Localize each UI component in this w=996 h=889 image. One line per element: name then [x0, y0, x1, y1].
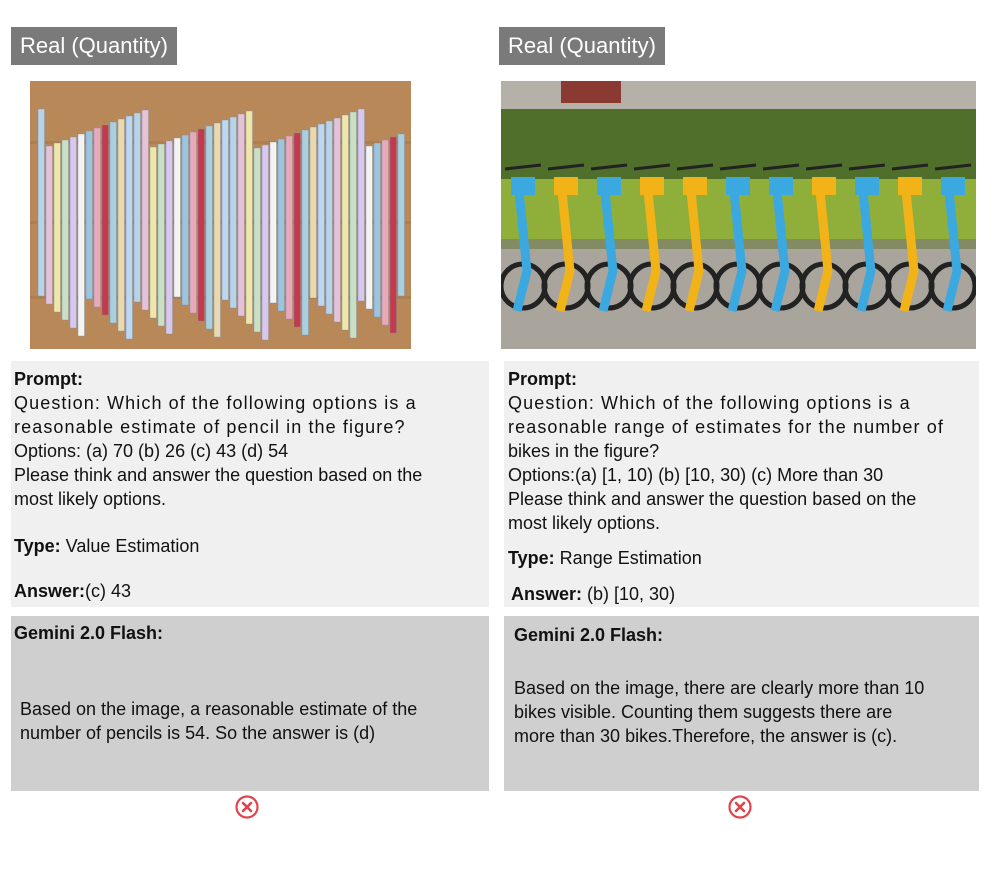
type-label: Type: [14, 536, 61, 556]
pencil-shape [110, 122, 117, 323]
response-line: number of pencils is 54. So the answer is (d) [20, 723, 376, 743]
type-row [508, 546, 702, 570]
pencil-shape [302, 130, 309, 335]
pencil-shape [238, 114, 245, 316]
bikes-illustration [501, 81, 976, 349]
answer-label: Answer: [511, 584, 583, 604]
pencil-shape [254, 148, 261, 332]
model-name: Gemini 2.0 Flash: [14, 623, 164, 643]
pencil-shape [198, 129, 205, 321]
prompt-box [11, 361, 489, 607]
instruction-line: Please think and answer the question based on the [508, 489, 917, 509]
pencils-photo [30, 81, 411, 349]
pencil-shape [342, 115, 349, 330]
pencil-shape [150, 147, 157, 318]
type-row [14, 534, 199, 558]
response-line: Based on the image, there are clearly more than 10 [514, 678, 925, 698]
response-line: bikes visible. Counting them suggests there are [514, 702, 893, 722]
example-panel-bikes [496, 0, 996, 889]
pencil-shape [366, 146, 373, 309]
pencil-shape [246, 111, 253, 324]
pencil-shape [390, 137, 397, 333]
question-line: reasonable range of estimates for the number of [508, 417, 944, 437]
pencil-shape [182, 135, 189, 305]
pencil-shape [358, 109, 365, 301]
pencil-shape [86, 131, 93, 299]
type-value: Value Estimation [60, 536, 200, 556]
pencil-shape [142, 110, 149, 310]
answer-row [511, 582, 675, 606]
prompt-box [504, 361, 979, 607]
options-line: Options: (a) 70 (b) 26 (c) 43 (d) 54 [14, 441, 289, 461]
pencil-shape [38, 109, 45, 296]
pencil-shape [318, 124, 325, 306]
pencil-shape [350, 112, 357, 338]
pencil-shape [94, 128, 101, 307]
pencil-shape [222, 120, 229, 300]
model-response-box [11, 616, 489, 791]
question-line: reasonable estimate of pencil in the figure? [14, 417, 406, 437]
response-line: Based on the image, a reasonable estimate of the [20, 699, 418, 719]
answer-row [14, 579, 131, 603]
pencil-shape [214, 123, 221, 337]
pencil-shape [230, 117, 237, 308]
pencil-shape [102, 125, 109, 315]
category-badge: Real (Quantity) [11, 27, 177, 65]
pencil-shape [262, 145, 269, 340]
answer-value: (b) [10, 30) [582, 584, 676, 604]
instruction-line: most likely options. [508, 513, 661, 533]
wrong-x-icon [235, 795, 259, 819]
pencil-shape [134, 113, 141, 302]
pencil-shape [62, 140, 69, 320]
pencil-shape [286, 136, 293, 319]
pencil-shape [78, 134, 85, 336]
instruction-line: most likely options. [14, 489, 167, 509]
pencil-shape [310, 127, 317, 298]
pencil-shape [270, 142, 277, 303]
pencil-shape [54, 143, 61, 312]
type-value: Range Estimation [554, 548, 702, 568]
question-line: bikes in the figure? [508, 441, 660, 461]
pencil-shape [278, 139, 285, 311]
model-name: Gemini 2.0 Flash: [514, 625, 664, 645]
pencil-shape [174, 138, 181, 297]
pencil-shape [398, 134, 405, 296]
model-response-box [504, 616, 979, 791]
pencil-shape [166, 141, 173, 334]
pencil-shape [70, 137, 77, 328]
answer-label: Answer: [14, 581, 86, 601]
options-line: Options:(a) [1, 10) (b) [10, 30) (c) More than 30 [508, 465, 884, 485]
pencils-illustration [30, 81, 411, 349]
pencil-shape [190, 132, 197, 313]
wrong-x-icon [728, 795, 752, 819]
type-label: Type: [508, 548, 555, 568]
response-line: more than 30 bikes.Therefore, the answer is (c). [514, 726, 898, 746]
pencil-shape [294, 133, 301, 327]
pencil-shape [334, 118, 341, 322]
pencil-shape [374, 143, 381, 317]
answer-value: (c) 43 [85, 581, 132, 601]
prompt-heading: Prompt: [508, 369, 577, 389]
instruction-line: Please think and answer the question based on the [14, 465, 423, 485]
pencil-shape [382, 140, 389, 325]
pencil-shape [158, 144, 165, 326]
pencil-shape [326, 121, 333, 314]
pencil-shape [46, 146, 53, 304]
pencil-shape [118, 119, 125, 331]
bikes-photo [501, 81, 976, 349]
pencil-shape [126, 116, 133, 339]
prompt-heading: Prompt: [14, 369, 83, 389]
question-line: Question: Which of the following options is a [508, 393, 911, 413]
pencil-shape [206, 126, 213, 329]
example-panel-pencils [0, 0, 496, 889]
question-line: Question: Which of the following options is a [14, 393, 417, 413]
category-badge: Real (Quantity) [499, 27, 665, 65]
